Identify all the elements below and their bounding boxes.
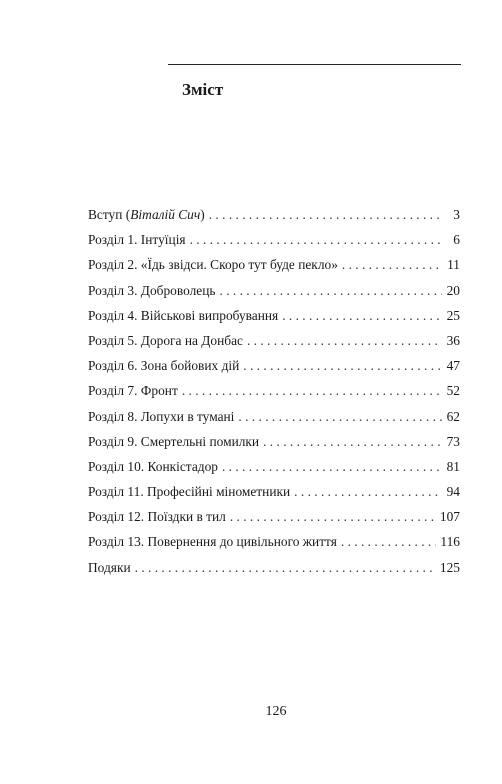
toc-entry-page: 47 bbox=[446, 358, 460, 374]
toc-entry-label: Розділ 1. Інтуїція bbox=[88, 232, 186, 248]
toc-entry-label: Розділ 9. Смертельні помилки bbox=[88, 433, 260, 449]
header-rule bbox=[168, 64, 461, 65]
toc-entry-label: Розділ 7. Фронт bbox=[88, 383, 178, 399]
toc-entry-label: Подяки bbox=[88, 559, 131, 575]
toc-entry-label: Розділ 6. Зона бойових дій bbox=[88, 358, 240, 374]
toc-entry-chapter-2[interactable] bbox=[88, 252, 460, 277]
toc-entry-page: 36 bbox=[446, 332, 460, 348]
toc-entry-label: Розділ 13. Повернення до цивільного життя bbox=[88, 534, 337, 550]
toc-entry-label: Розділ 8. Лопухи в тумані bbox=[88, 408, 235, 424]
toc-entry-label: Розділ 12. Поїздки в тил bbox=[88, 509, 226, 525]
toc-entry-page: 3 bbox=[453, 207, 460, 222]
dot-leader bbox=[182, 378, 442, 403]
toc-intro-label-end: ) bbox=[200, 207, 205, 222]
toc-entry-page: 11 bbox=[447, 257, 460, 273]
toc-entry-page: 62 bbox=[446, 408, 460, 424]
toc-entry-page: 52 bbox=[446, 383, 460, 399]
dot-leader bbox=[294, 479, 442, 504]
dot-leader bbox=[190, 227, 442, 252]
toc-entry-chapter-3[interactable] bbox=[88, 278, 460, 303]
toc-entry-chapter-7[interactable] bbox=[88, 378, 460, 403]
toc-intro-author: Віталій Сич bbox=[130, 207, 201, 222]
toc-entry-chapter-1[interactable] bbox=[88, 227, 460, 252]
toc-entry-page: 94 bbox=[446, 484, 460, 500]
dot-leader bbox=[263, 429, 442, 454]
toc-entry-label: Розділ 2. «Їдь звідси. Скоро тут буде пекло» bbox=[88, 257, 338, 273]
toc-entry-acknowledgements[interactable] bbox=[88, 555, 460, 580]
toc-entry-page: 107 bbox=[439, 509, 460, 525]
toc-entry-label: Розділ 3. Доброволець bbox=[88, 282, 216, 298]
toc-entry-page: 25 bbox=[446, 307, 460, 323]
toc-entry-label: Розділ 11. Професійні мінометники bbox=[88, 484, 291, 500]
dot-leader bbox=[243, 353, 442, 378]
toc-entry-intro[interactable] bbox=[88, 202, 460, 227]
toc-entry-chapter-4[interactable] bbox=[88, 303, 460, 328]
dot-leader bbox=[341, 529, 437, 554]
toc-entry-chapter-5[interactable] bbox=[88, 328, 460, 353]
dot-leader bbox=[238, 404, 442, 429]
dot-leader bbox=[282, 303, 442, 328]
dot-leader bbox=[135, 555, 436, 580]
toc-entry-label: Розділ 4. Військові випробування bbox=[88, 307, 279, 323]
dot-leader bbox=[209, 202, 442, 227]
toc-entry-page: 6 bbox=[453, 232, 460, 248]
toc-intro-label: Вступ ( bbox=[88, 207, 131, 222]
table-of-contents bbox=[88, 202, 460, 580]
toc-entry-page: 20 bbox=[446, 282, 460, 298]
toc-entry-chapter-13[interactable] bbox=[88, 529, 460, 554]
toc-entry-label bbox=[88, 202, 205, 227]
toc-entry-label: Розділ 10. Конкістадор bbox=[88, 458, 218, 474]
toc-entry-page: 125 bbox=[439, 559, 460, 575]
page-number: 126 bbox=[265, 704, 287, 719]
toc-entry-page: 116 bbox=[440, 534, 460, 550]
toc-entry-chapter-11[interactable] bbox=[88, 479, 460, 504]
dot-leader bbox=[247, 328, 442, 353]
dot-leader bbox=[342, 252, 442, 277]
toc-entry-label: Розділ 5. Дорога на Донбас bbox=[88, 332, 243, 348]
toc-entry-page: 81 bbox=[446, 458, 460, 474]
toc-entry-chapter-6[interactable] bbox=[88, 353, 460, 378]
page-title: Зміст bbox=[182, 80, 224, 99]
toc-entry-chapter-9[interactable] bbox=[88, 429, 460, 454]
dot-leader bbox=[222, 454, 442, 479]
toc-entry-page: 73 bbox=[446, 433, 460, 449]
dot-leader bbox=[220, 278, 443, 303]
toc-entry-chapter-12[interactable] bbox=[88, 504, 460, 529]
toc-entry-chapter-10[interactable] bbox=[88, 454, 460, 479]
toc-entry-chapter-8[interactable] bbox=[88, 404, 460, 429]
dot-leader bbox=[230, 504, 436, 529]
